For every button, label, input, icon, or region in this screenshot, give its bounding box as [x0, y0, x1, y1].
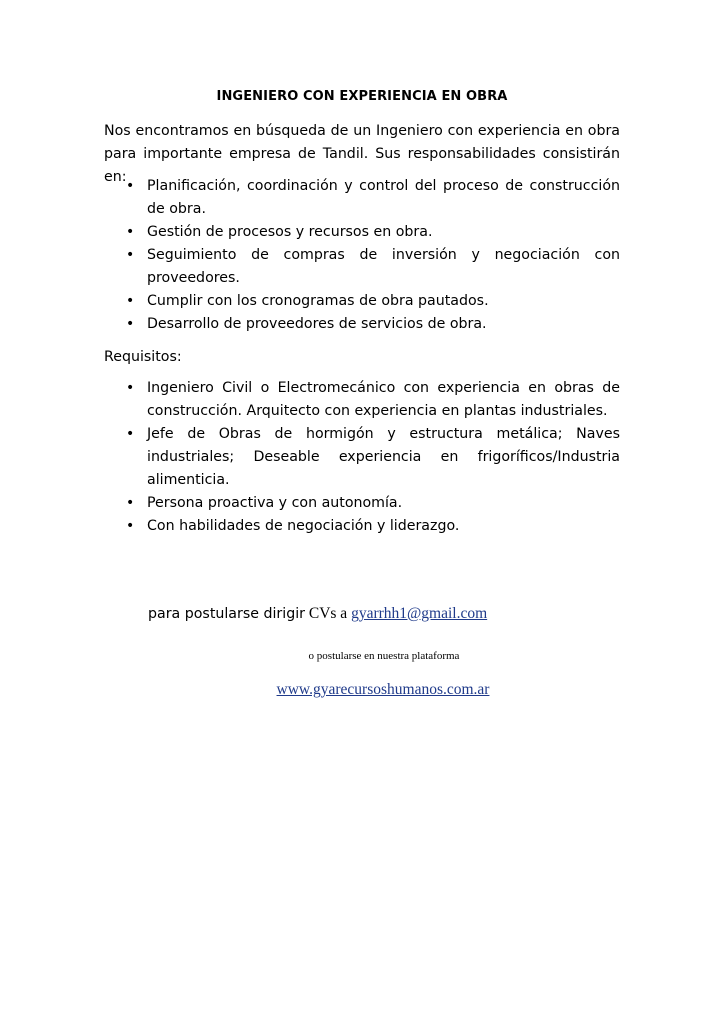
list-item-text: Desarrollo de proveedores de servicios de obra.: [147, 316, 487, 332]
list-item-text: Cumplir con los cronogramas de obra pautados.: [147, 293, 489, 309]
list-item: [104, 423, 620, 492]
intro-paragraph: Nos encontramos en búsqueda de un Ingeniero con experiencia en obra para importante empresa de Tandil. Sus responsabilidades consistirán en:: [104, 123, 620, 185]
list-item-text: Gestión de procesos y recursos en obra.: [147, 224, 433, 240]
list-item: [104, 244, 620, 290]
list-item: [104, 492, 620, 515]
bullet-icon: •: [126, 293, 135, 309]
responsibilities-list: [104, 175, 620, 336]
bullet-icon: •: [126, 426, 135, 442]
list-item: [104, 313, 620, 336]
apply-instructions: [148, 604, 487, 624]
list-item: [104, 377, 620, 423]
list-item: [104, 175, 620, 221]
bullet-icon: •: [126, 224, 135, 240]
list-item-text: Persona proactiva y con autonomía.: [147, 495, 403, 511]
list-item-text: Con habilidades de negociación y liderazgo.: [147, 518, 460, 534]
list-item-text: Seguimiento de compras de inversión y negociación con proveedores.: [147, 247, 620, 286]
list-item-text: Jefe de Obras de hormigón y estructura metálica; Naves industriales; Deseable experiencia en frigoríficos/Industria alimenticia.: [147, 426, 620, 488]
email-link[interactable]: gyarrhh1@gmail.com: [351, 605, 488, 622]
bullet-icon: •: [126, 518, 135, 534]
list-item: [104, 221, 620, 244]
bullet-icon: •: [126, 316, 135, 332]
list-item-text: Ingeniero Civil o Electromecánico con experiencia en obras de construcción. Arquitecto con experiencia en plantas industriales.: [147, 380, 620, 419]
list-item: [104, 515, 620, 538]
website-link[interactable]: www.gyarecursoshumanos.com.ar: [276, 681, 490, 698]
bullet-icon: •: [126, 380, 135, 396]
bullet-icon: •: [126, 495, 135, 511]
website-line: [200, 679, 566, 701]
apply-prefix: para postularse dirigir: [148, 606, 305, 622]
requirements-heading: Requisitos:: [104, 349, 182, 365]
bullet-icon: •: [126, 178, 135, 194]
platform-text: o postularse en nuestra plataforma: [308, 650, 460, 662]
list-item-text: Planificación, coordinación y control del proceso de construcción de obra.: [147, 178, 620, 217]
list-item: [104, 290, 620, 313]
apply-cvs-text: CVs a: [304, 605, 352, 622]
bullet-icon: •: [126, 247, 135, 263]
document-title: INGENIERO CON EXPERIENCIA EN OBRA: [216, 89, 508, 104]
requirements-list: [104, 377, 620, 538]
